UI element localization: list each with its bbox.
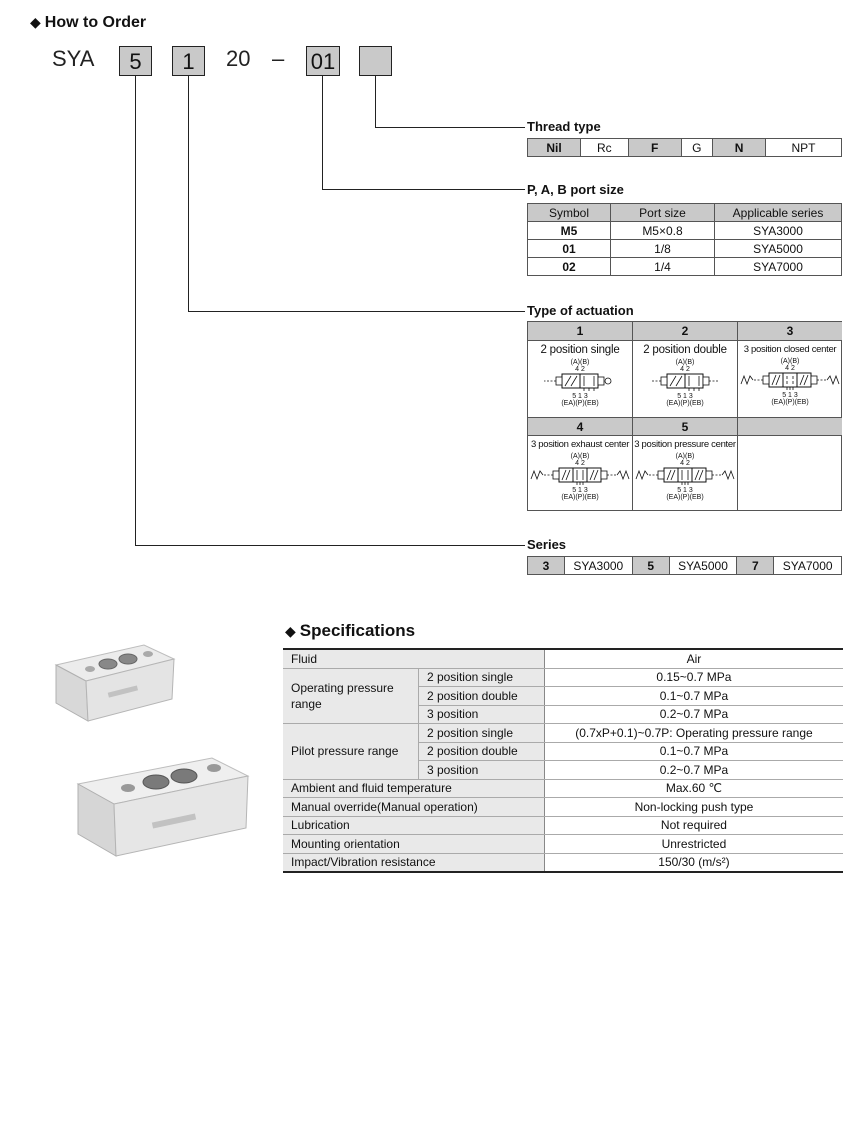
spec-sub: 2 position single [418, 724, 544, 743]
table-row [528, 240, 842, 258]
specifications-heading [285, 621, 415, 641]
symbol-bottom-numbers: 5 1 3 [572, 487, 588, 494]
series-table [527, 556, 842, 575]
actuation-cell-2 [633, 341, 738, 417]
spec-value: 0.2~0.7 MPa [544, 761, 843, 780]
spec-value: Max.60 ℃ [544, 779, 843, 798]
spec-value: (0.7xP+0.1)~0.7P: Operating pressure range [544, 724, 843, 743]
valve-symbol-icon [738, 355, 842, 407]
code-series-box: 5 [119, 46, 152, 76]
table-row [283, 668, 843, 687]
actuation-cell-3 [738, 341, 842, 417]
series-key-5: 5 [632, 557, 669, 575]
symbol-bottom-numbers: 5 1 3 [677, 393, 693, 400]
actuation-num-1: 1 [528, 322, 633, 341]
valve-symbol-drawing [530, 356, 630, 408]
valve-photo-small [48, 637, 180, 727]
how-to-order-heading [30, 14, 146, 32]
spec-label: Lubrication [283, 816, 544, 835]
spec-label: Impact/Vibration resistance [283, 853, 544, 872]
spec-sub: 2 position double [418, 687, 544, 706]
how-to-order-title: How to Order [44, 14, 147, 31]
table-row [283, 649, 843, 668]
table-row [528, 222, 842, 240]
port-header-size: Port size [611, 204, 715, 222]
port-symbol: 01 [528, 240, 611, 258]
spec-value: Not required [544, 816, 843, 835]
symbol-bottom-ports: (EA)(P)(EB) [666, 494, 704, 501]
thread-type-label: Thread type [527, 119, 601, 134]
spec-value: Non-locking push type [544, 798, 843, 817]
spec-label-fluid: Fluid [283, 649, 544, 668]
series-label: Series [527, 537, 567, 552]
actuation-name: 3 position exhaust center [530, 439, 630, 450]
symbol-bottom-numbers: 5 1 3 [677, 487, 693, 494]
port-size: 1/8 [611, 240, 715, 258]
actuation-num-empty [738, 417, 842, 436]
code-dash: – [272, 46, 285, 71]
spec-sub: 3 position [418, 761, 544, 780]
spec-value-fluid: Air [544, 649, 843, 668]
spec-label-pilot-pressure: Pilot pressure range [283, 724, 418, 780]
port-header-series: Applicable series [715, 204, 842, 222]
port-series: SYA5000 [715, 240, 842, 258]
spec-sub: 3 position [418, 705, 544, 724]
series-key-7: 7 [737, 557, 774, 575]
actuation-num-5: 5 [633, 417, 738, 436]
port-series: SYA3000 [715, 222, 842, 240]
symbol-top-numbers: 4 2 [785, 365, 795, 372]
actuation-num-3: 3 [738, 322, 842, 341]
thread-value-rc: Rc [581, 139, 629, 157]
spec-sub: 2 position double [418, 742, 544, 761]
code-middle: 20 [226, 46, 251, 71]
symbol-top-numbers: 4 2 [680, 366, 690, 373]
actuation-name: 2 position double [643, 344, 727, 356]
spec-value: 0.15~0.7 MPa [544, 668, 843, 687]
spec-value: 0.2~0.7 MPa [544, 705, 843, 724]
series-key-3: 3 [528, 557, 565, 575]
table-row [283, 853, 843, 872]
symbol-bottom-numbers: 5 1 3 [572, 393, 588, 400]
spec-value: 0.1~0.7 MPa [544, 687, 843, 706]
valve-symbol-icon [528, 356, 632, 408]
port-size-label: P, A, B port size [527, 182, 624, 197]
table-row [528, 258, 842, 276]
table-row [283, 816, 843, 835]
port-series: SYA7000 [715, 258, 842, 276]
diamond-bullet-icon: ◆ [30, 14, 41, 30]
symbol-top-ports: (A)(B) [675, 359, 695, 366]
spec-label: Ambient and fluid temperature [283, 779, 544, 798]
spec-label: Mounting orientation [283, 835, 544, 854]
series-value-7000: SYA7000 [774, 557, 842, 575]
port-symbol: 02 [528, 258, 611, 276]
actuation-label: Type of actuation [527, 303, 634, 318]
valve-symbol-icon [528, 450, 632, 502]
valve-symbol-drawing [635, 356, 735, 408]
port-size: 1/4 [611, 258, 715, 276]
spec-sub: 2 position single [418, 668, 544, 687]
valve-photo-large [72, 752, 254, 862]
actuation-cell-5 [633, 436, 738, 510]
code-prefix: SYA [52, 46, 95, 71]
symbol-top-numbers: 4 2 [680, 460, 690, 467]
spec-value: Unrestricted [544, 835, 843, 854]
code-thread-box [359, 46, 392, 76]
code-actuation-box: 1 [172, 46, 205, 76]
symbol-top-ports: (A)(B) [780, 358, 800, 365]
actuation-name: 2 position single [540, 344, 620, 356]
actuation-num-2: 2 [633, 322, 738, 341]
thread-type-table [527, 138, 842, 157]
symbol-top-numbers: 4 2 [575, 460, 585, 467]
table-row [283, 835, 843, 854]
thread-value-npt: NPT [766, 139, 842, 157]
specifications-title: Specifications [299, 621, 416, 640]
symbol-bottom-numbers: 5 1 3 [782, 392, 798, 399]
valve-symbol-drawing [530, 450, 630, 502]
port-symbol: M5 [528, 222, 611, 240]
port-size: M5×0.8 [611, 222, 715, 240]
code-port-box: 01 [306, 46, 340, 76]
actuation-num-4: 4 [528, 417, 633, 436]
port-header-symbol: Symbol [528, 204, 611, 222]
symbol-bottom-ports: (EA)(P)(EB) [561, 400, 599, 407]
spec-label: Manual override(Manual operation) [283, 798, 544, 817]
thread-key-n: N [713, 139, 766, 157]
symbol-bottom-ports: (EA)(P)(EB) [561, 494, 599, 501]
spec-label-operating-pressure: Operating pressure range [283, 668, 418, 724]
series-value-3000: SYA3000 [565, 557, 633, 575]
actuation-name: 3 position closed center [743, 344, 837, 355]
table-row [283, 779, 843, 798]
thread-key-f: F [628, 139, 681, 157]
table-row [283, 798, 843, 817]
series-value-5000: SYA5000 [669, 557, 737, 575]
table-row [283, 724, 843, 743]
thread-key-nil: Nil [528, 139, 581, 157]
actuation-cell-1 [528, 341, 633, 417]
thread-value-g: G [681, 139, 712, 157]
actuation-grid [527, 321, 842, 511]
valve-symbol-drawing [635, 450, 735, 502]
valve-symbol-icon [633, 356, 737, 408]
symbol-bottom-ports: (EA)(P)(EB) [666, 400, 704, 407]
symbol-bottom-ports: (EA)(P)(EB) [771, 399, 809, 406]
valve-symbol-icon [633, 450, 737, 502]
leader-line-series [135, 76, 525, 546]
spec-value: 150/30 (m/s²) [544, 853, 843, 872]
diamond-bullet-icon: ◆ [285, 623, 296, 639]
actuation-name: 3 position pressure center [634, 439, 736, 450]
valve-symbol-drawing [740, 355, 840, 407]
specifications-table [283, 648, 843, 873]
symbol-top-numbers: 4 2 [575, 366, 585, 373]
symbol-top-ports: (A)(B) [570, 453, 590, 460]
actuation-cell-4 [528, 436, 633, 510]
port-size-table [527, 203, 842, 276]
symbol-top-ports: (A)(B) [570, 359, 590, 366]
spec-value: 0.1~0.7 MPa [544, 742, 843, 761]
symbol-top-ports: (A)(B) [675, 453, 695, 460]
